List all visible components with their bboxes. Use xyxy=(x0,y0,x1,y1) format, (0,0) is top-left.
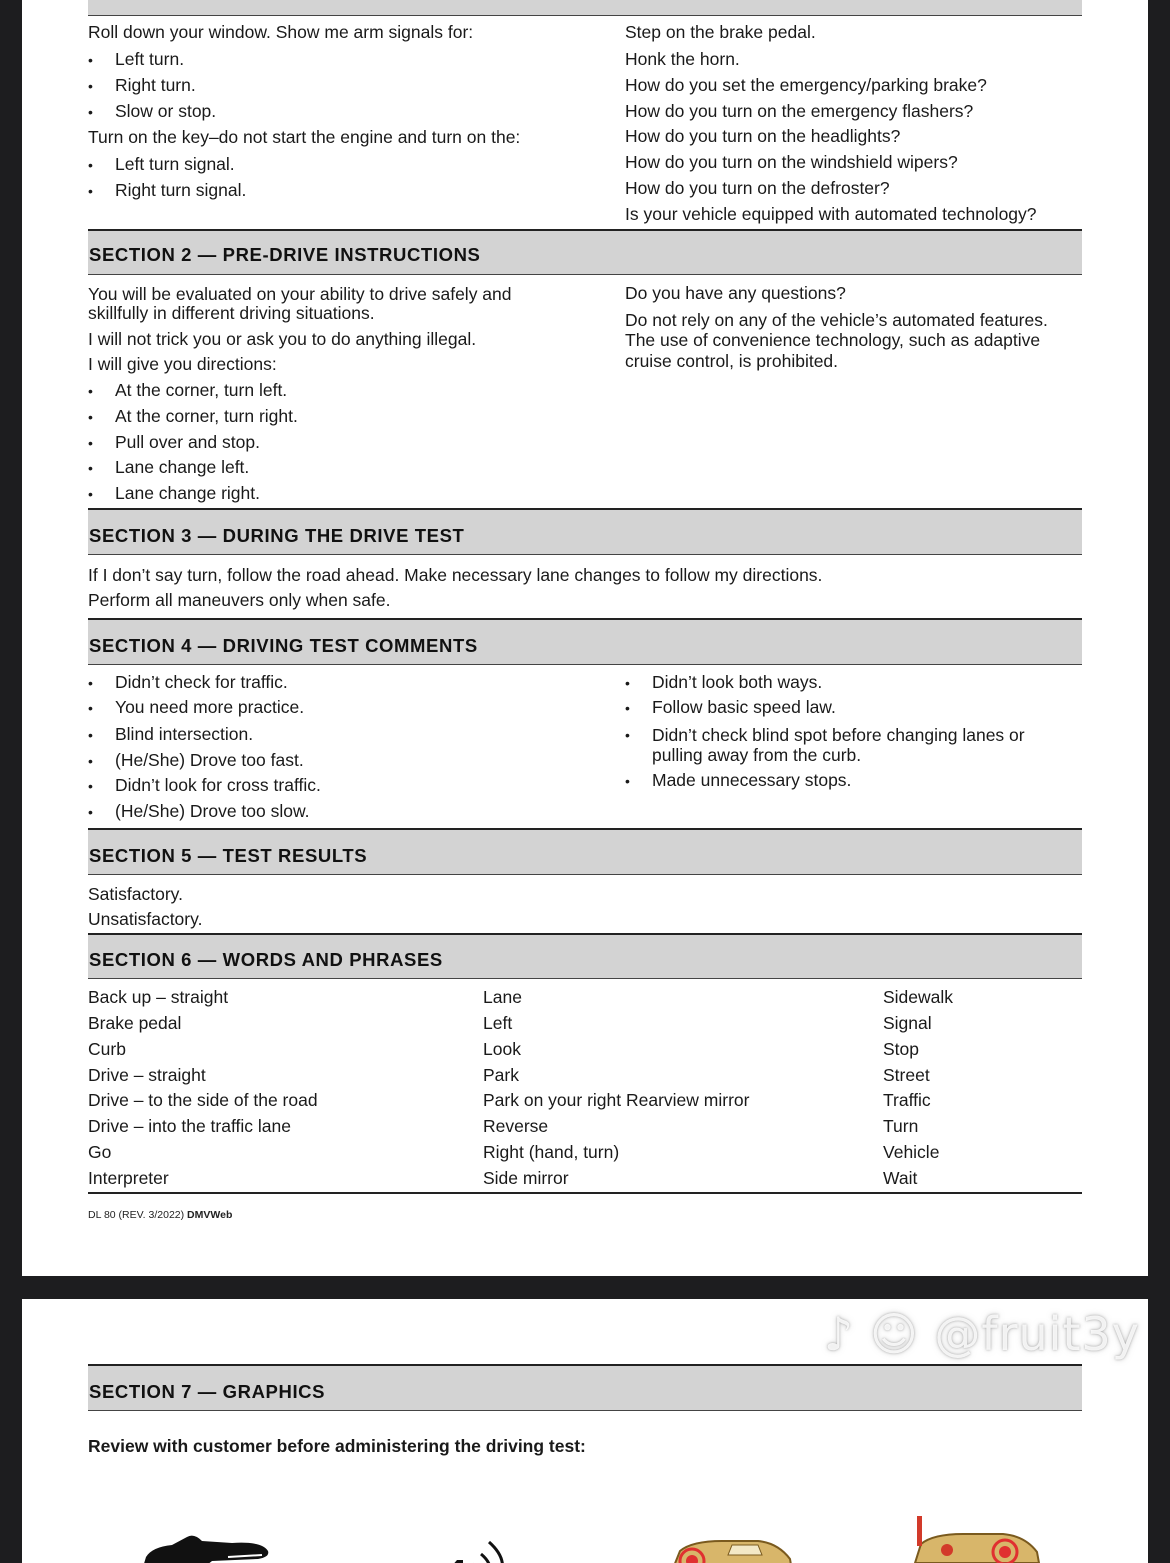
s6-col1-item: Drive – into the traffic lane xyxy=(88,1116,291,1136)
s4-left-item: You need more practice. xyxy=(115,697,305,717)
bullet: • xyxy=(88,753,93,769)
s6-col3-item: Wait xyxy=(883,1168,918,1188)
s1-left-intro2: Turn on the key–do not start the engine and turn on the: xyxy=(88,127,521,147)
s4-left-item: Didn’t look for cross traffic. xyxy=(115,775,321,795)
s2-left-para1: You will be evaluated on your ability to drive safely and skillfully in different driving situations. xyxy=(88,284,512,324)
s6-col1-item: Back up – straight xyxy=(88,987,229,1007)
bullet: • xyxy=(88,183,93,199)
s6-col1-item: Drive – straight xyxy=(88,1065,206,1085)
bullet: • xyxy=(88,460,93,476)
section4-title: SECTION 4 — DRIVING TEST COMMENTS xyxy=(89,635,478,656)
section6-header xyxy=(88,933,1082,979)
bullet: • xyxy=(88,104,93,120)
tiktok-logo-icon: ♪ xyxy=(823,1307,855,1361)
section1-header xyxy=(88,0,1082,16)
bullet: • xyxy=(88,778,93,794)
s1-right-line: Is your vehicle equipped with automated technology? xyxy=(625,204,1037,224)
section5-header xyxy=(88,828,1082,875)
bullet: • xyxy=(88,486,93,502)
s1-right-line: Honk the horn. xyxy=(625,49,740,69)
s1-right-line: Step on the brake pedal. xyxy=(625,22,816,42)
s6-col2-item: Park on your right Rearview mirror xyxy=(483,1090,750,1110)
document-page-1 xyxy=(22,0,1148,1276)
s2-left-item: Pull over and stop. xyxy=(115,432,260,452)
s3-line1: If I don’t say turn, follow the road ahead. Make necessary lane changes to follow my directions. xyxy=(88,565,823,585)
s6-col1-item: Go xyxy=(88,1142,112,1162)
s1-left-item: Left turn. xyxy=(115,49,185,69)
s4-right-item: Follow basic speed law. xyxy=(652,697,836,717)
bullet: • xyxy=(88,383,93,399)
s2-left-item: Lane change left. xyxy=(115,457,250,477)
s6-col2-item: Park xyxy=(483,1065,519,1085)
s1-left-intro: Roll down your window. Show me arm signals for: xyxy=(88,22,474,42)
s6-col2-item: Look xyxy=(483,1039,521,1059)
profile-icon: ☺ xyxy=(869,1307,919,1361)
s4-left-item: Blind intersection. xyxy=(115,724,254,744)
section7-title: SECTION 7 — GRAPHICS xyxy=(89,1381,326,1402)
s6-col1-item: Brake pedal xyxy=(88,1013,182,1033)
section1-title xyxy=(89,0,464,2)
section7-header xyxy=(88,1364,1082,1411)
s6-col3-item: Stop xyxy=(883,1039,919,1059)
s6-col2-item: Left xyxy=(483,1013,513,1033)
section2-header xyxy=(88,229,1082,275)
watermark xyxy=(824,1307,1140,1361)
s2-left-item: At the corner, turn left. xyxy=(115,380,288,400)
bullet: • xyxy=(88,675,93,691)
s6-col1-item: Interpreter xyxy=(88,1168,169,1188)
section4-header xyxy=(88,618,1082,665)
bullet: • xyxy=(625,700,630,716)
section2-title: SECTION 2 — PRE-DRIVE INSTRUCTIONS xyxy=(89,244,481,265)
s4-right-item: Didn’t look both ways. xyxy=(652,672,823,692)
s1-left-item: Slow or stop. xyxy=(115,101,217,121)
section3-header xyxy=(88,508,1082,555)
section5-title: SECTION 5 — TEST RESULTS xyxy=(89,845,368,866)
bullet: • xyxy=(88,409,93,425)
s6-col3-item: Traffic xyxy=(883,1090,931,1110)
bullet: • xyxy=(88,78,93,94)
s1-left-item: Right turn. xyxy=(115,75,196,95)
document-page-2 xyxy=(22,1299,1148,1563)
s6-col2-item: Right (hand, turn) xyxy=(483,1142,620,1162)
bullet: • xyxy=(625,773,630,789)
s4-right-item: Made unnecessary stops. xyxy=(652,770,852,790)
bullet: • xyxy=(88,727,93,743)
s6-col3-item: Street xyxy=(883,1065,930,1085)
s6-col3-item: Vehicle xyxy=(883,1142,940,1162)
form-number: DL 80 (REV. 3/2022) xyxy=(88,1209,185,1221)
s3-line2: Perform all maneuvers only when safe. xyxy=(88,590,391,610)
s1-right-line: How do you turn on the windshield wipers? xyxy=(625,152,958,172)
brake-pedal-icon xyxy=(132,1517,292,1563)
watermark-handle: @fruit3y xyxy=(934,1307,1140,1361)
s6-col2-item: Reverse xyxy=(483,1116,549,1136)
bullet: • xyxy=(625,727,630,743)
s7-review-line: Review with customer before administering the driving test: xyxy=(88,1436,586,1456)
s4-left-item: (He/She) Drove too slow. xyxy=(115,801,310,821)
form-brand: DMVWeb xyxy=(187,1209,233,1221)
section6-bottom-rule xyxy=(88,1192,1082,1194)
bullet: • xyxy=(88,52,93,68)
s1-left-item2: Left turn signal. xyxy=(115,154,235,174)
s5-item: Satisfactory. xyxy=(88,884,183,904)
s6-col1-item: Drive – to the side of the road xyxy=(88,1090,318,1110)
s6-col3-item: Turn xyxy=(883,1116,919,1136)
s6-col1-item: Curb xyxy=(88,1039,126,1059)
s4-right-item: Didn’t check blind spot before changing lanes or pulling away from the curb. xyxy=(652,725,1025,766)
horn-icon xyxy=(427,1524,527,1563)
bullet: • xyxy=(88,435,93,451)
s1-right-line: How do you turn on the emergency flashers? xyxy=(625,101,974,121)
s1-right-line: How do you set the emergency/parking brake? xyxy=(625,75,987,95)
bullet: • xyxy=(625,675,630,691)
s2-right-para2: Do not rely on any of the vehicle’s automated features. The use of convenience technology, such as adaptive cruise control, is prohibited. xyxy=(625,310,1048,371)
s2-left-para3: I will give you directions: xyxy=(88,354,277,374)
s4-left-item: (He/She) Drove too fast. xyxy=(115,750,304,770)
s6-col3-item: Sidewalk xyxy=(883,987,954,1007)
s5-item: Unsatisfactory. xyxy=(88,909,203,929)
s2-left-item: Lane change right. xyxy=(115,483,260,503)
s1-right-line: How do you turn on the headlights? xyxy=(625,126,901,146)
bullet: • xyxy=(88,804,93,820)
s1-right-line: How do you turn on the defroster? xyxy=(625,178,890,198)
bullet: • xyxy=(88,700,93,716)
s2-left-para2: I will not trick you or ask you to do anything illegal. xyxy=(88,329,477,349)
car-flashers-icon xyxy=(662,1531,802,1563)
section6-title: SECTION 6 — WORDS AND PHRASES xyxy=(89,949,443,970)
form-footer xyxy=(88,1209,232,1221)
bullet: • xyxy=(88,157,93,173)
s6-col3-item: Signal xyxy=(883,1013,932,1033)
section3-title: SECTION 3 — DURING THE DRIVE TEST xyxy=(89,525,465,546)
s4-left-item: Didn’t check for traffic. xyxy=(115,672,288,692)
s6-col2-item: Lane xyxy=(483,987,522,1007)
car-arm-signal-icon xyxy=(907,1514,1057,1563)
s6-col2-item: Side mirror xyxy=(483,1168,569,1188)
s2-right-para1: Do you have any questions? xyxy=(625,283,846,303)
s2-left-item: At the corner, turn right. xyxy=(115,406,298,426)
s1-left-item2: Right turn signal. xyxy=(115,180,247,200)
